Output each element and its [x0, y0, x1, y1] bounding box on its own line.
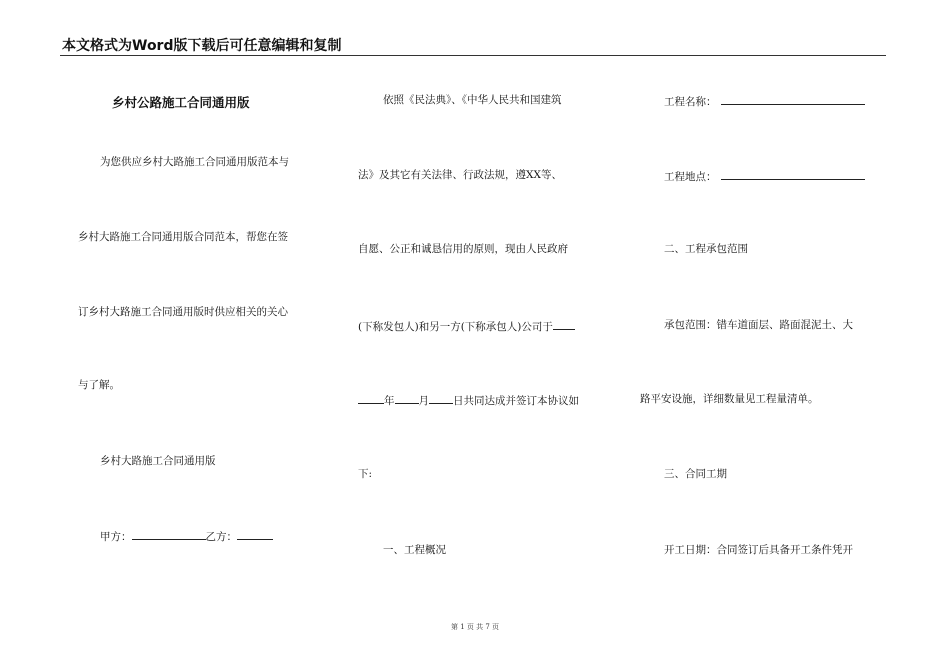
- party-b-blank: [237, 528, 273, 540]
- day-text: 日共同达成并签订本协议如: [453, 395, 579, 407]
- scope-line-2: 路平安设施，详细数量见工程量清单。: [640, 393, 819, 405]
- header-rule: [60, 55, 886, 56]
- company-blank: [553, 318, 575, 330]
- project-location-label: 工程地点：: [664, 171, 717, 183]
- month-label: 月: [418, 395, 429, 407]
- year-blank: [358, 392, 384, 404]
- intro-line-4: 与了解。: [78, 379, 120, 391]
- preamble-line-2: 法》及其它有关法律、行政法规，遵XX等、: [358, 169, 562, 181]
- preamble-line-4: [358, 318, 575, 334]
- party-b-label: 乙方：: [205, 531, 237, 543]
- project-name-line: [664, 93, 865, 109]
- project-location-line: [664, 168, 865, 184]
- party-a-blank: [132, 528, 206, 540]
- page-number: 第 1 页 共 7 页: [450, 623, 500, 631]
- parties-line: [100, 528, 273, 544]
- month-blank: [395, 392, 419, 404]
- party-a-label: 甲方：: [100, 531, 132, 543]
- project-name-blank: [721, 93, 865, 105]
- day-blank: [429, 392, 453, 404]
- preamble-line-3: 自愿、公正和诚恳信用的原则，现由人民政府: [358, 243, 568, 255]
- scope-line-1: 承包范围：错车道面层、路面混泥土、大: [664, 319, 853, 331]
- section-3-heading: 三、合同工期: [664, 468, 727, 480]
- preamble-line-1: 依照《民法典》、《中华人民共和国建筑: [383, 94, 562, 106]
- year-label: 年: [384, 395, 395, 407]
- project-name-label: 工程名称：: [664, 96, 717, 108]
- preamble-line-6: 下:: [358, 468, 373, 480]
- header-title: 本文格式为Word版下载后可任意编辑和复制: [62, 38, 342, 54]
- project-location-blank: [721, 168, 865, 180]
- subtitle-line: 乡村大路施工合同通用版: [100, 455, 216, 467]
- start-date-line: 开工日期：合同签订后具备开工条件凭开: [664, 544, 853, 556]
- intro-line-1: 为您供应乡村大路施工合同通用版范本与: [100, 156, 289, 168]
- preamble-line-4-text: (下称发包人)和另一方(下称承包人)公司于: [358, 321, 553, 333]
- preamble-line-5: [358, 392, 579, 408]
- section-1-heading: 一、工程概况: [383, 544, 446, 556]
- section-2-heading: 二、工程承包范围: [664, 243, 748, 255]
- intro-line-2: 乡村大路施工合同通用版合同范本，帮您在签: [78, 231, 288, 243]
- document-title: 乡村公路施工合同通用版: [112, 95, 250, 110]
- intro-line-3: 订乡村大路施工合同通用版时供应相关的关心: [78, 306, 288, 318]
